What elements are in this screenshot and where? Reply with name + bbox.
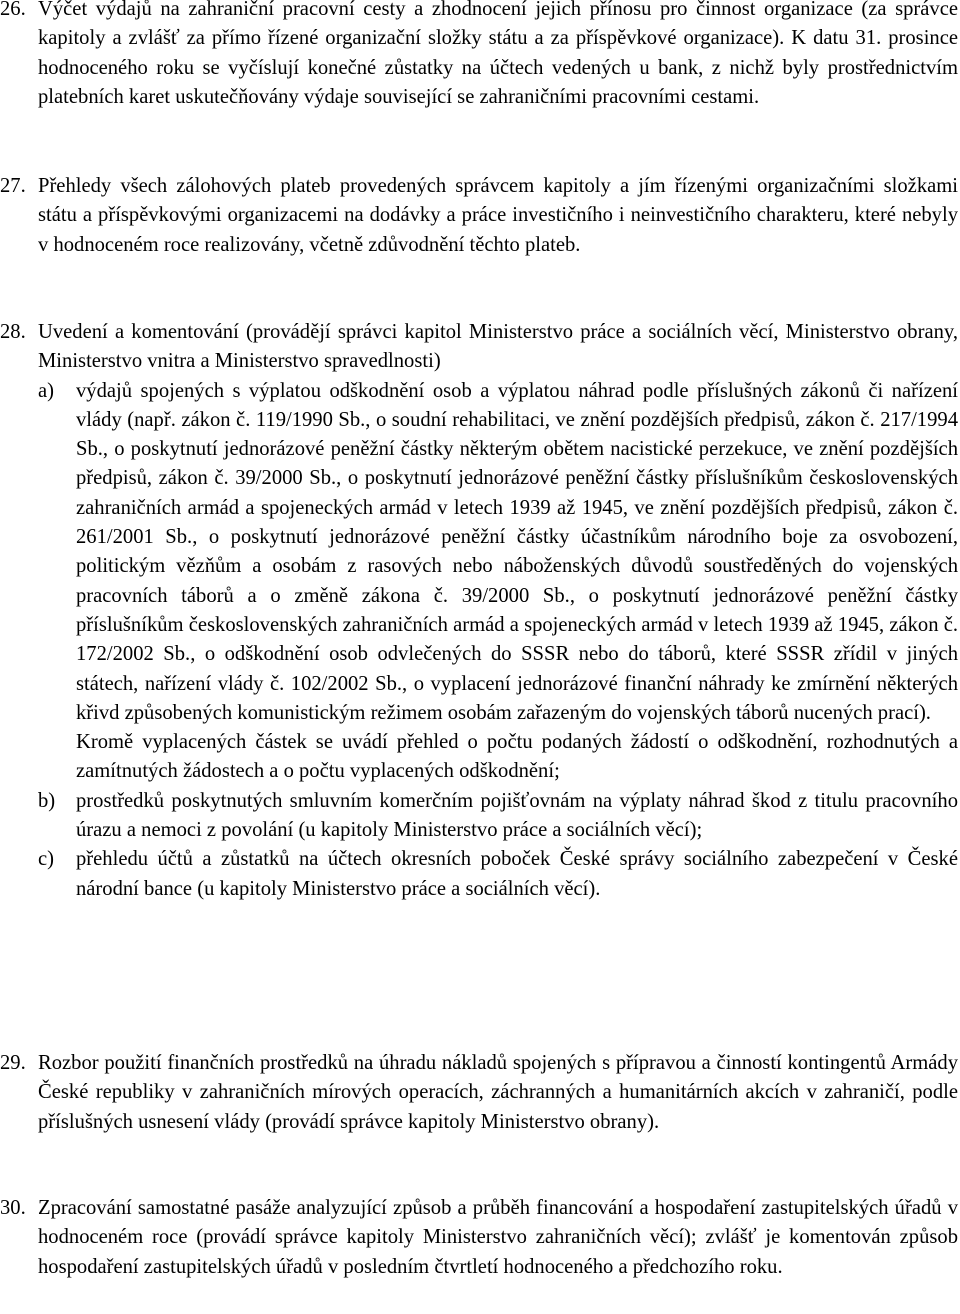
sub-item-b <box>38 787 958 846</box>
list-item-30 <box>0 1194 958 1282</box>
item-text: Rozbor použití finančních prostředků na úhradu nákladů spojených s přípravou a činností kontingentů Armády České republiky v zahraničních mírových operacích, záchranných a humanitárních akcích v zahraničí, podle příslušných usnesení vlády (provádí správce kapitoly Ministerstvo obrany). <box>38 1052 958 1133</box>
item-text: Zpracování samostatné pasáže analyzující způsob a průběh financování a hospodaření zastupitelských úřadů v hodnoceném roce (provádí správce kapitoly Ministerstvo zahraničních věcí); zvlášť je komentován způsob hospodaření zastupitelských úřadů v posledním čtvrtletí hodnoceného a předchozího roku. <box>38 1197 958 1278</box>
item-text: Výčet výdajů na zahraniční pracovní cesty a zhodnocení jejich přínosu pro činnost organizace (za správce kapitoly a zvlášť za přímo řízené organizační složky státu a za příspěvkové organizace). K datu 31. prosince hodnoceného roku se vyčíslují konečné zůstatky na účtech vedených u bank, z nichž byly prostřednictvím platebních karet uskutečňovány výdaje související se zahraničními pracovními cestami. <box>38 0 958 108</box>
sub-item-text: výdajů spojených s výplatou odškodnění osob a výplatou náhrad podle příslušných zákonů či nařízení vlády (např. zákon č. 119/1990 Sb., o soudní rehabilitaci, ve znění pozdějších předpisů, zákon č. 217/1994 Sb., o poskytnutí jednorázové peněžní částky některým obětem nacistické perzekuce, ve znění pozdějších předpisů, zákon č. 39/2000 Sb., o poskytnutí jednorázové peněžní částky příslušníkům československých zahraničních armád a spojeneckých armád v letech 1939 až 1945, ve znění pozdějších předpisů, zákon č. 261/2001 Sb., o poskytnutí jednorázové peněžní částky účastníkům národního boje za osvobození, politickým vězňům a osobám z rasových nebo náboženských důvodů soustředěných do vojenských pracovních táborů a o změně zákona č. 39/2000 Sb., o poskytnutí jednorázové peněžní částky příslušníkům československých zahraničních armád a spojeneckých armád v letech 1939 až 1945, zákon č. 172/2002 Sb., o odškodnění osob odvlečených do SSSR nebo do táborů, které SSSR zřídil v jiných státech, nařízení vlády č. 102/2002 Sb., o vyplacení jednorázové finanční náhrady ke zmírnění některých křivd způsobených komunistickým režimem osobám zařazeným do vojenských táborů nucených prací). <box>76 379 958 724</box>
list-item-29 <box>0 1049 958 1137</box>
list-item-26 <box>0 0 958 112</box>
sub-item-c <box>38 845 958 904</box>
item-text: Uvedení a komentování (provádějí správci kapitol Ministerstvo práce a sociálních věcí, Ministerstvo obrany, Ministerstvo vnitra a Ministerstvo spravedlnosti) <box>38 321 958 373</box>
item-number: 27. <box>0 175 26 197</box>
sub-item-text: prostředků poskytnutých smluvním komerčním pojišťovnám na výplaty náhrad škod z titulu pracovního úrazu a nemoci z povolání (u kapitoly Ministerstvo práce a sociálních věcí); <box>76 789 958 842</box>
sub-item-a <box>38 377 958 729</box>
item-number: 26. <box>0 0 26 20</box>
sub-item-label: c) <box>38 848 54 871</box>
sub-item-continuation: Kromě vyplacených částek se uvádí přehled o počtu podaných žádostí o odškodnění, rozhodnutých a zamítnutých žádostech a o počtu vyplacených odškodnění; <box>76 731 958 783</box>
item-number: 30. <box>0 1197 26 1219</box>
sub-item-label: b) <box>38 789 56 812</box>
sub-item-text: přehledu účtů a zůstatků na účtech okresních poboček České správy sociálního zabezpečení v České národní bance (u kapitoly Ministerstvo práce a sociálních věcí). <box>76 848 958 900</box>
list-item-28 <box>0 318 958 904</box>
item-text: Přehledy všech zálohových plateb provedených správcem kapitoly a jím řízenými organizačními složkami státu a příspěvkovými organizacemi na dodávky a práce investičního i neinvestičního charakteru, které nebyly v hodnoceném roce realizovány, včetně zdůvodnění těchto plateb. <box>38 175 958 256</box>
list-item-27 <box>0 172 958 260</box>
item-number: 28. <box>0 321 26 343</box>
sub-item-label: a) <box>38 379 54 402</box>
item-number: 29. <box>0 1052 26 1074</box>
